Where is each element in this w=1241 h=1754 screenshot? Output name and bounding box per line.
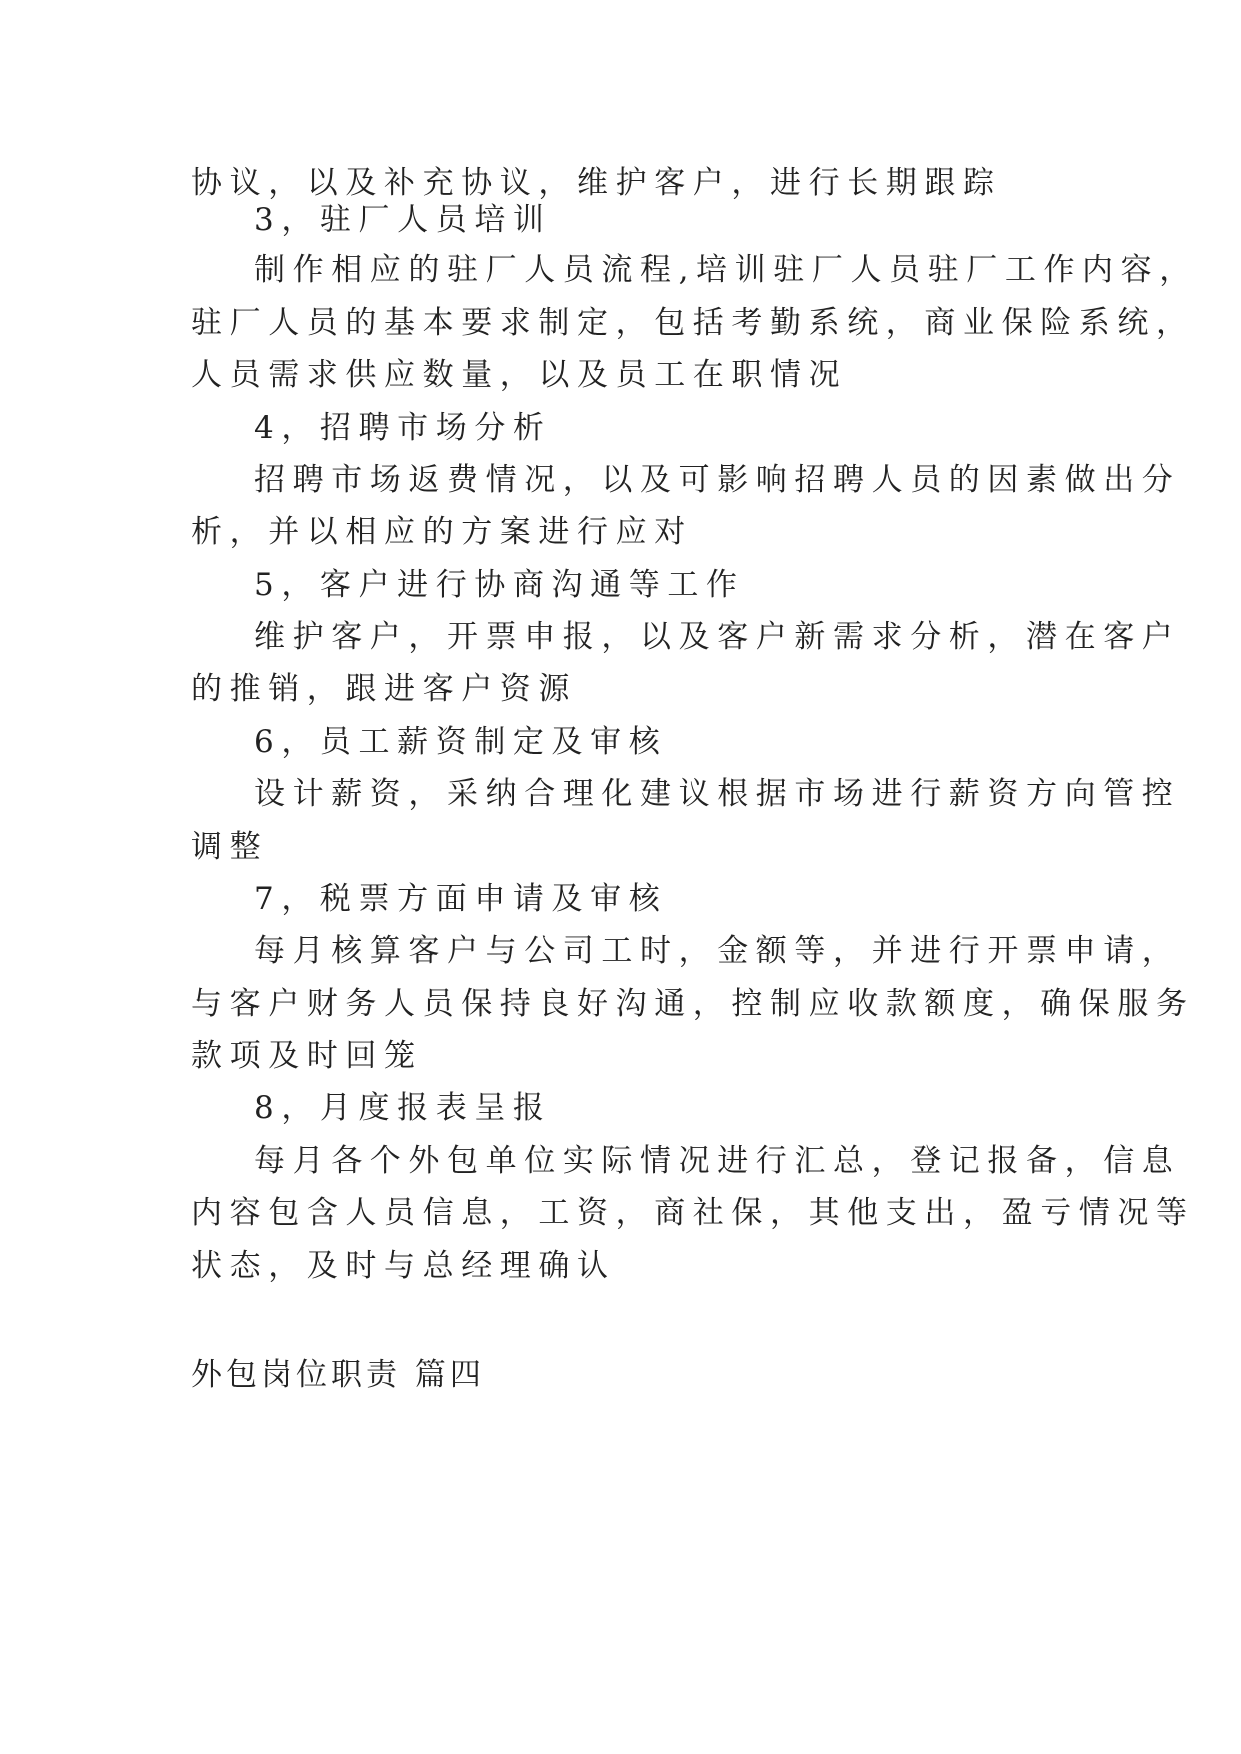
paragraph-line: 制作相应的驻厂人员流程,培训驻厂人员驻厂工作内容， [254,252,1198,288]
list-heading-3: 3，驻厂人员培训 [254,202,552,238]
paragraph-line: 驻厂人员的基本要求制定，包括考勤系统，商业保险系统， [191,305,1195,341]
paragraph-line: 与客户财务人员保持良好沟通，控制应收款额度，确保服务 [191,986,1195,1022]
paragraph-line: 每月各个外包单位实际情况进行汇总，登记报备，信息 [254,1143,1181,1179]
paragraph-line: 设计薪资，采纳合理化建议根据市场进行薪资方向管控 [254,776,1181,812]
paragraph-line: 款项及时回笼 [191,1038,423,1074]
list-heading-6: 6，员工薪资制定及审核 [254,724,668,760]
list-heading-4: 4，招聘市场分析 [254,410,552,446]
paragraph-line: 状态，及时与总经理确认 [191,1248,616,1284]
paragraph-line: 的推销，跟进客户资源 [191,671,577,707]
list-heading-7: 7，税票方面申请及审核 [254,881,668,917]
list-heading-5: 5，客户进行协商沟通等工作 [254,567,745,603]
section-title: 外包岗位职责 篇四 [191,1357,485,1393]
paragraph-line: 协议，以及补充协议，维护客户，进行长期跟踪 [191,165,1002,201]
paragraph-line: 招聘市场返费情况，以及可影响招聘人员的因素做出分 [254,462,1181,498]
paragraph-line: 析，并以相应的方案进行应对 [191,514,693,550]
list-heading-8: 8，月度报表呈报 [254,1090,552,1126]
paragraph-line: 人员需求供应数量，以及员工在职情况 [191,357,848,393]
paragraph-line: 维护客户，开票申报，以及客户新需求分析，潜在客户 [254,619,1181,655]
paragraph-line: 内容包含人员信息，工资，商社保，其他支出，盈亏情况等 [191,1195,1195,1231]
paragraph-line: 每月核算客户与公司工时，金额等，并进行开票申请， [254,933,1181,969]
paragraph-line: 调整 [191,829,269,865]
